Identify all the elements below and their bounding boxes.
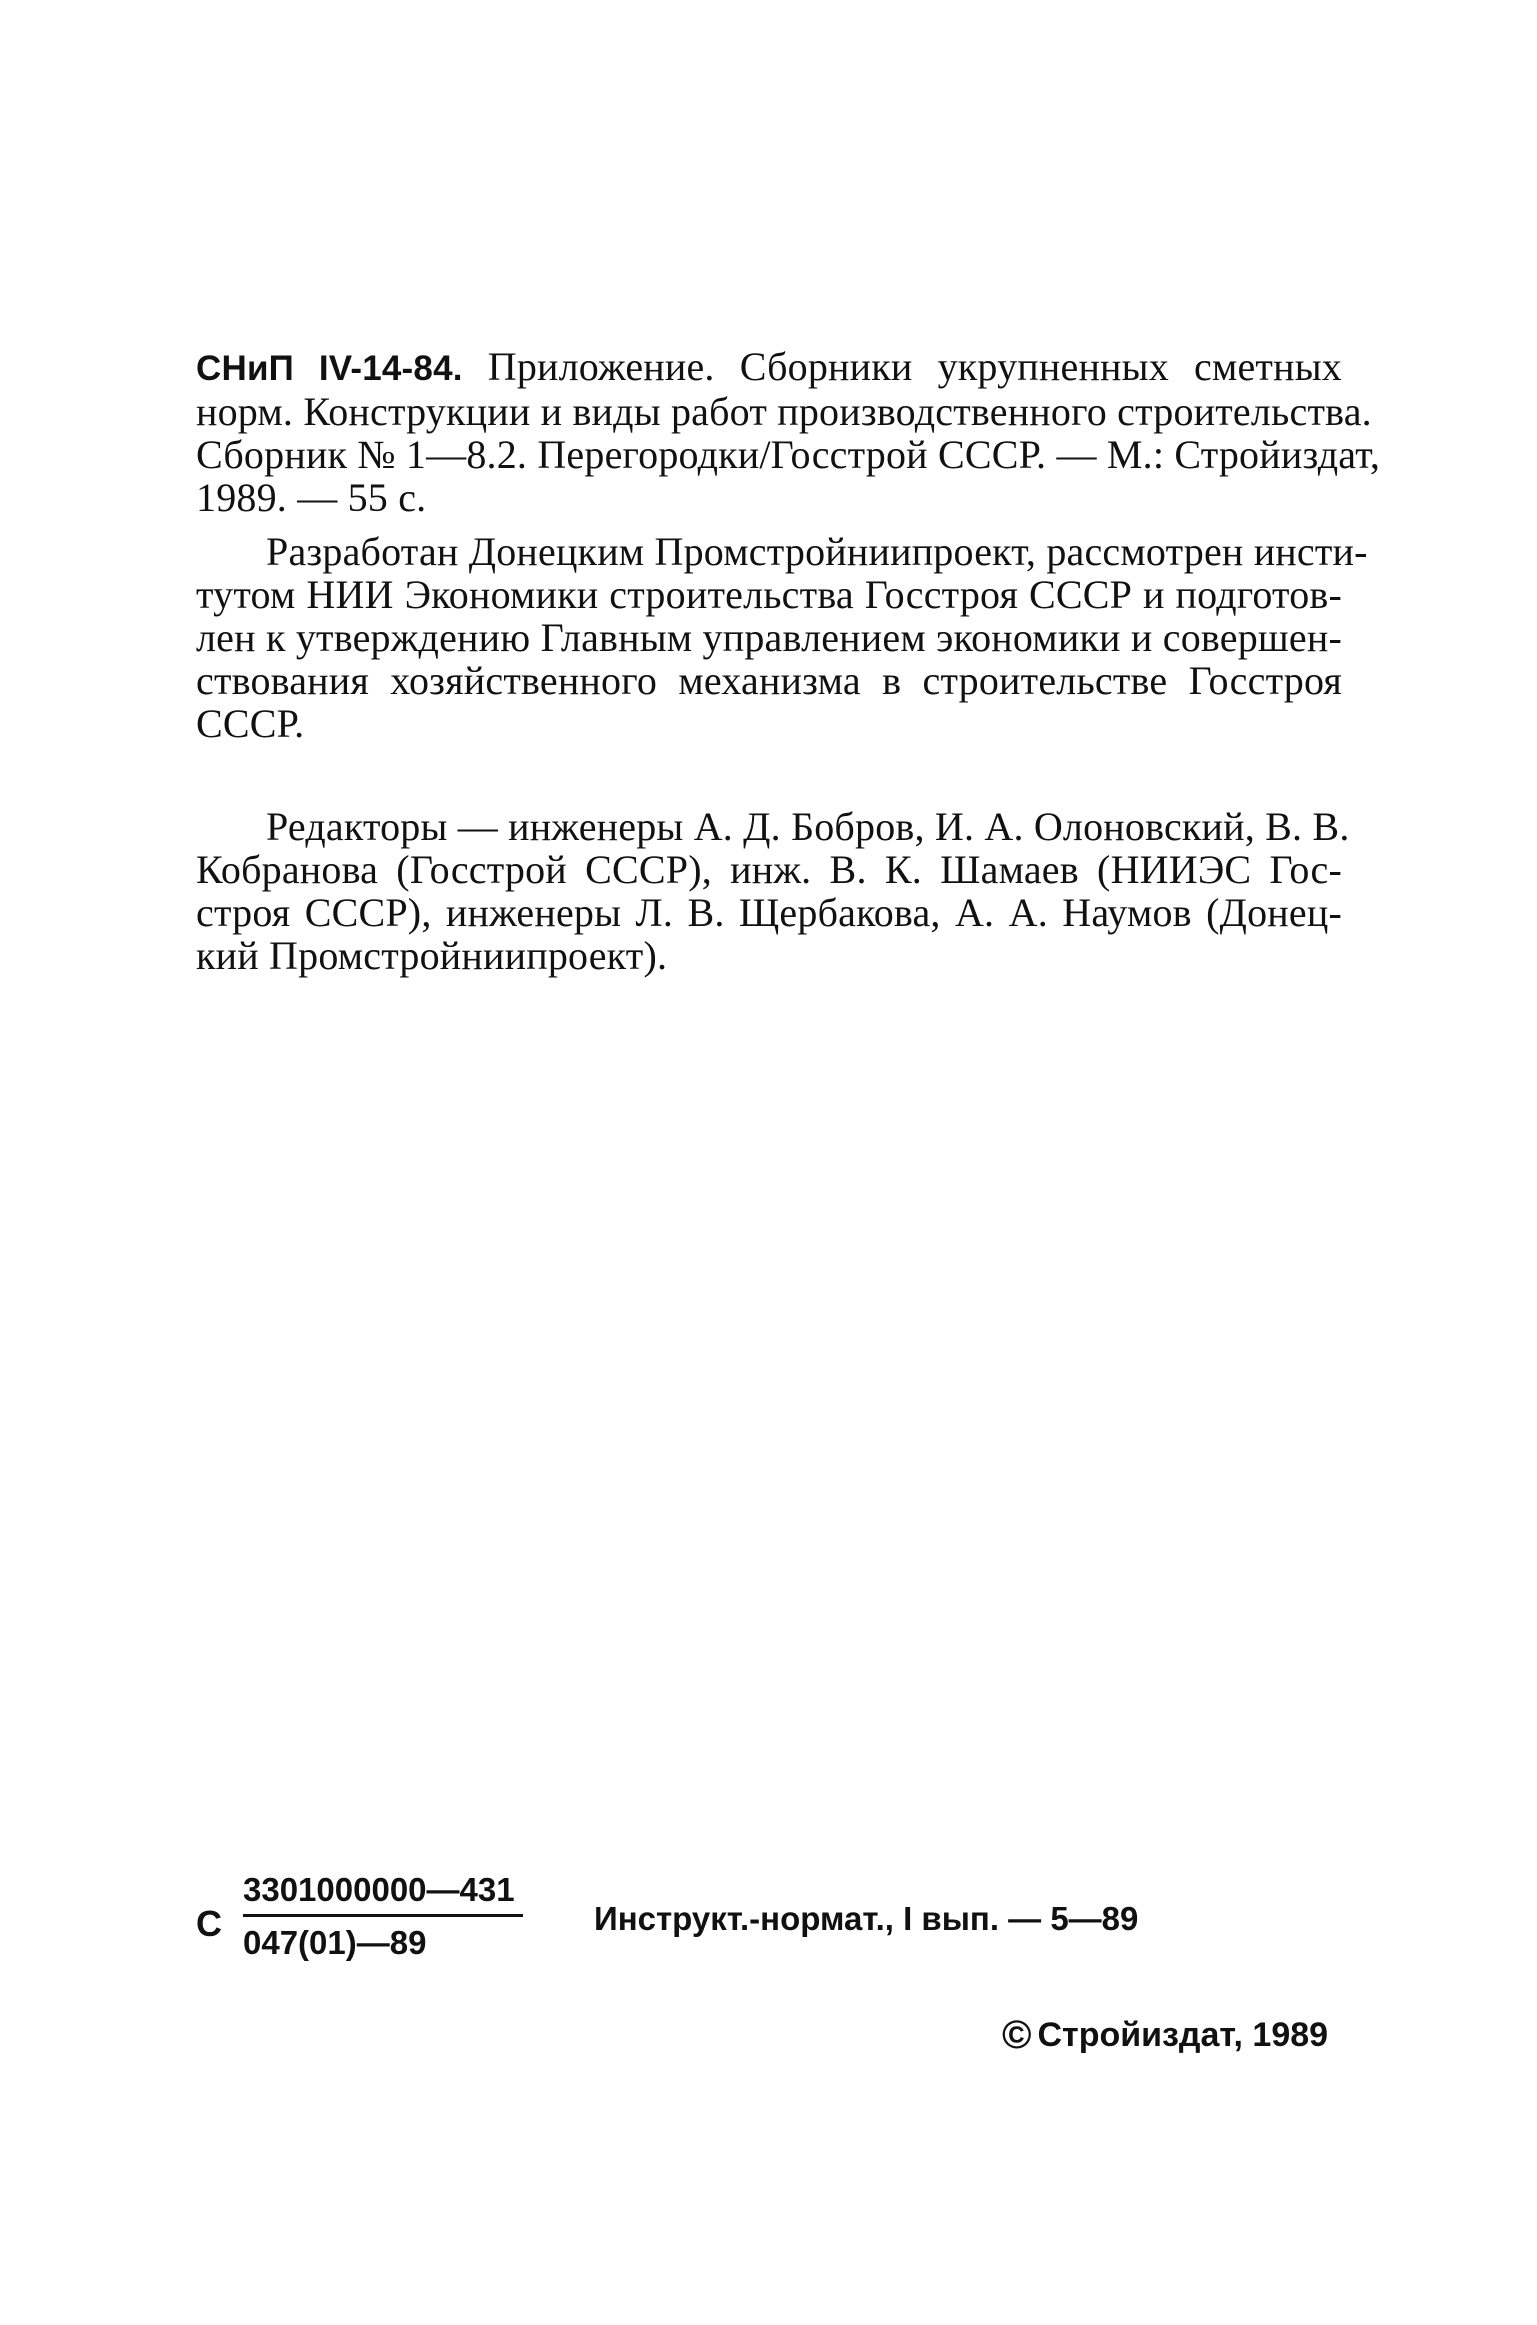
development-line-4: ствования хозяйственного механизма в строительстве Госстроя — [196, 658, 1342, 703]
fraction-divider — [243, 1914, 523, 1917]
index-code-fraction — [243, 1870, 523, 1963]
bibliographic-line-3: Сборник № 1—8.2. Перегородки/Госстрой СССР. — М.: Стройиздат, — [196, 432, 1381, 477]
index-code-denominator: 047(01)—89 — [243, 1924, 427, 1961]
editors-line-4: кий Промстройниипроект). — [196, 933, 668, 978]
index-code-letter: С — [196, 1903, 222, 1944]
editors-line-2: Кобранова (Госстрой СССР), инж. В. К. Шамаев (НИИЭС Гос- — [196, 847, 1342, 892]
development-paragraph — [196, 529, 1368, 746]
bibliographic-description — [196, 344, 1381, 520]
development-line-1: Разработан Донецким Промстройниипроект, рассмотрен инсти- — [266, 529, 1368, 574]
development-line-2: тутом НИИ Экономики строительства Госстроя СССР и подготов- — [196, 572, 1342, 617]
snip-code: СНиП IV-14-84. — [196, 349, 463, 388]
bibliographic-line-4: 1989. — 55 с. — [196, 475, 427, 520]
copyright-icon: © — [1002, 2013, 1032, 2057]
editors-line-1: Редакторы — инженеры А. Д. Бобров, И. А. Олоновский, В. В. — [266, 804, 1350, 849]
copyright-text: Стройиздат, 1989 — [1037, 2016, 1329, 2054]
bibliographic-line-1-text: Приложение. Сборники укрупненных сметных — [462, 344, 1342, 389]
bibliographic-line-1 — [196, 345, 1342, 390]
index-code-numerator: 3301000000—431 — [243, 1871, 515, 1908]
series-info: Инструкт.-нормат., I вып. — 5—89 — [594, 1900, 1139, 1937]
development-line-3: лен к утверждению Главным управлением экономики и совершен- — [196, 615, 1342, 660]
bibliographic-line-2: норм. Конструкции и виды работ производственного строительства. — [196, 389, 1372, 434]
copyright-notice — [1002, 2013, 1328, 2058]
editors-line-3: строя СССР), инженеры Л. В. Щербакова, А. А. Наумов (Донец- — [196, 890, 1342, 935]
editors-paragraph — [196, 804, 1350, 978]
development-line-5: СССР. — [196, 701, 305, 746]
